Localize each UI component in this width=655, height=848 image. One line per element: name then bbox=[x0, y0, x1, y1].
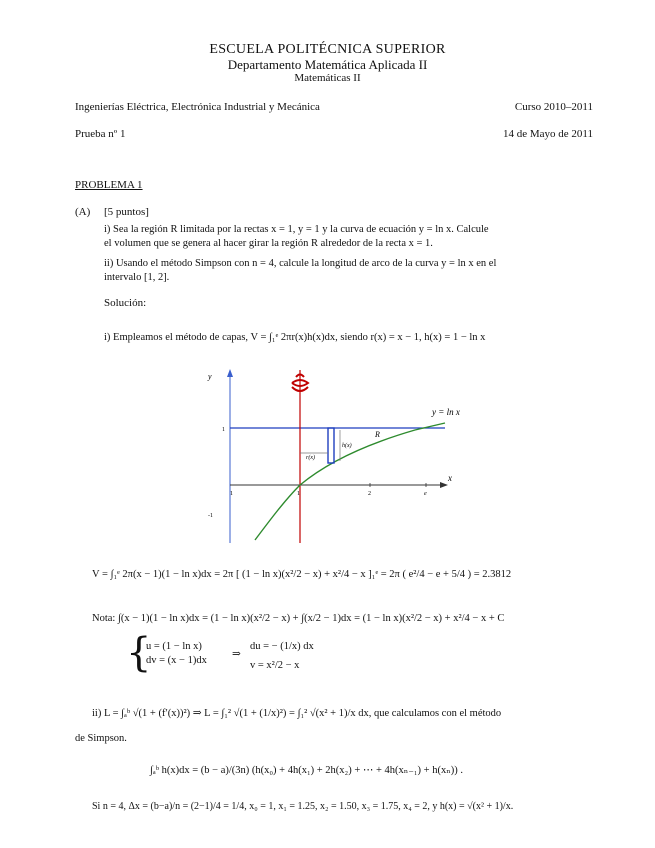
note-formula: Nota: ∫(x − 1)(1 − ln x)dx = (1 − ln x)(x²/2 − x) + ∫(x/2 − 1)dx = (1 − ln x)(x²/2 − x) + x²/4 − x + C bbox=[92, 613, 505, 624]
sub-v: v = x²/2 − x bbox=[250, 660, 300, 671]
test-text: Prueba nº 1 bbox=[75, 128, 126, 140]
simpson-values: Si n = 4, Δx = (b−a)/n = (2−1)/4 = 1/4, x₀ = 1, x₁ = 1.25, x₂ = 1.50, x₃ = 1.75, x₄ = 2, y h(x) = √(x² + 1)/x. bbox=[92, 801, 514, 812]
implies-arrow: ⇒ bbox=[232, 649, 241, 660]
tick-e-label: e bbox=[424, 491, 427, 497]
region-label: R bbox=[375, 430, 380, 439]
ln-graph bbox=[200, 365, 460, 545]
h-label: h(x) bbox=[342, 443, 352, 449]
date-text: 14 de Mayo de 2011 bbox=[502, 128, 593, 140]
x-axis-arrow bbox=[440, 482, 448, 488]
volume-formula: V = ∫₁ᵉ 2π(x − 1)(1 − ln x)dx = 2π [ (1 − ln x)(x²/2 − x) + x²/4 − x ]₁ᵉ = 2π ( e²/4 − e + 5/4 ) = 2.3812 bbox=[92, 569, 512, 580]
points-label: [5 puntos] bbox=[104, 206, 149, 218]
tick-xm-label: 1 bbox=[230, 491, 233, 497]
curve-label: y = ln x bbox=[432, 407, 460, 417]
school-title: ESCUELA POLITÉCNICA SUPERIOR bbox=[209, 42, 446, 57]
problem-title: PROBLEMA 1 bbox=[75, 179, 143, 191]
left-brace: { bbox=[126, 630, 152, 676]
ln-curve bbox=[255, 423, 445, 540]
sub-du: du = − (1/x) dx bbox=[250, 641, 314, 652]
arc-length-cont: de Simpson. bbox=[75, 733, 127, 744]
arc-length-formula: ii) L = ∫ₐᵇ √(1 + (f′(x))²) ⇒ L = ∫₁² √(1 + (1/x)²) = ∫₁² √(x² + 1)/x dx, que calculamos con el método bbox=[92, 708, 502, 719]
y-axis-arrow bbox=[227, 369, 233, 377]
part-label: (A) bbox=[75, 206, 91, 218]
y-axis-label: y bbox=[208, 372, 212, 381]
course-title: Matemáticas II bbox=[294, 72, 361, 84]
year-text: Curso 2010–2011 bbox=[514, 101, 593, 113]
tick-x2-label: 2 bbox=[368, 491, 371, 497]
solution-step1: i) Empleamos el método de capas, V = ∫₁ᵉ 2πr(x)h(x)dx, siendo r(x) = x − 1, h(x) = 1 − ln x bbox=[104, 332, 486, 343]
part-ii-line1: ii) Usando el método Simpson con n = 4, calcule la longitud de arco de la curva y = ln x en el bbox=[104, 258, 497, 269]
simpson-formula: ∫ₐᵇ h(x)dx = (b − a)/(3n) (h(x₀) + 4h(x₁) + 2h(x₂) + ⋯ + 4h(xₙ₋₁) + h(xₙ)) . bbox=[150, 765, 463, 776]
tick-x1-label: 1 bbox=[297, 491, 300, 497]
tick-one-y-label: 1 bbox=[222, 427, 225, 433]
sub-u: u = (1 − ln x) bbox=[146, 641, 202, 652]
part-i-line2: el volumen que se genera al hacer girar la región R alrededor de la recta x = 1. bbox=[104, 238, 433, 249]
shell-rectangle bbox=[328, 428, 334, 463]
sub-dv: dv = (x − 1)dx bbox=[146, 655, 207, 666]
solution-title: Solución: bbox=[104, 297, 147, 309]
department-title: Departamento Matemática Aplicada II bbox=[227, 57, 428, 72]
degrees-text: Ingenierías Eléctrica, Electrónica Industrial y Mecánica bbox=[75, 101, 320, 113]
part-i-line1: i) Sea la región R limitada por la rectas x = 1, y = 1 y la curva de ecuación y = ln x. Calcule bbox=[104, 224, 489, 235]
tick-ym-label: -1 bbox=[208, 513, 213, 519]
x-axis-label: x bbox=[448, 473, 452, 483]
r-label: r(x) bbox=[306, 455, 315, 461]
part-ii-line2: intervalo [1, 2]. bbox=[104, 272, 170, 283]
